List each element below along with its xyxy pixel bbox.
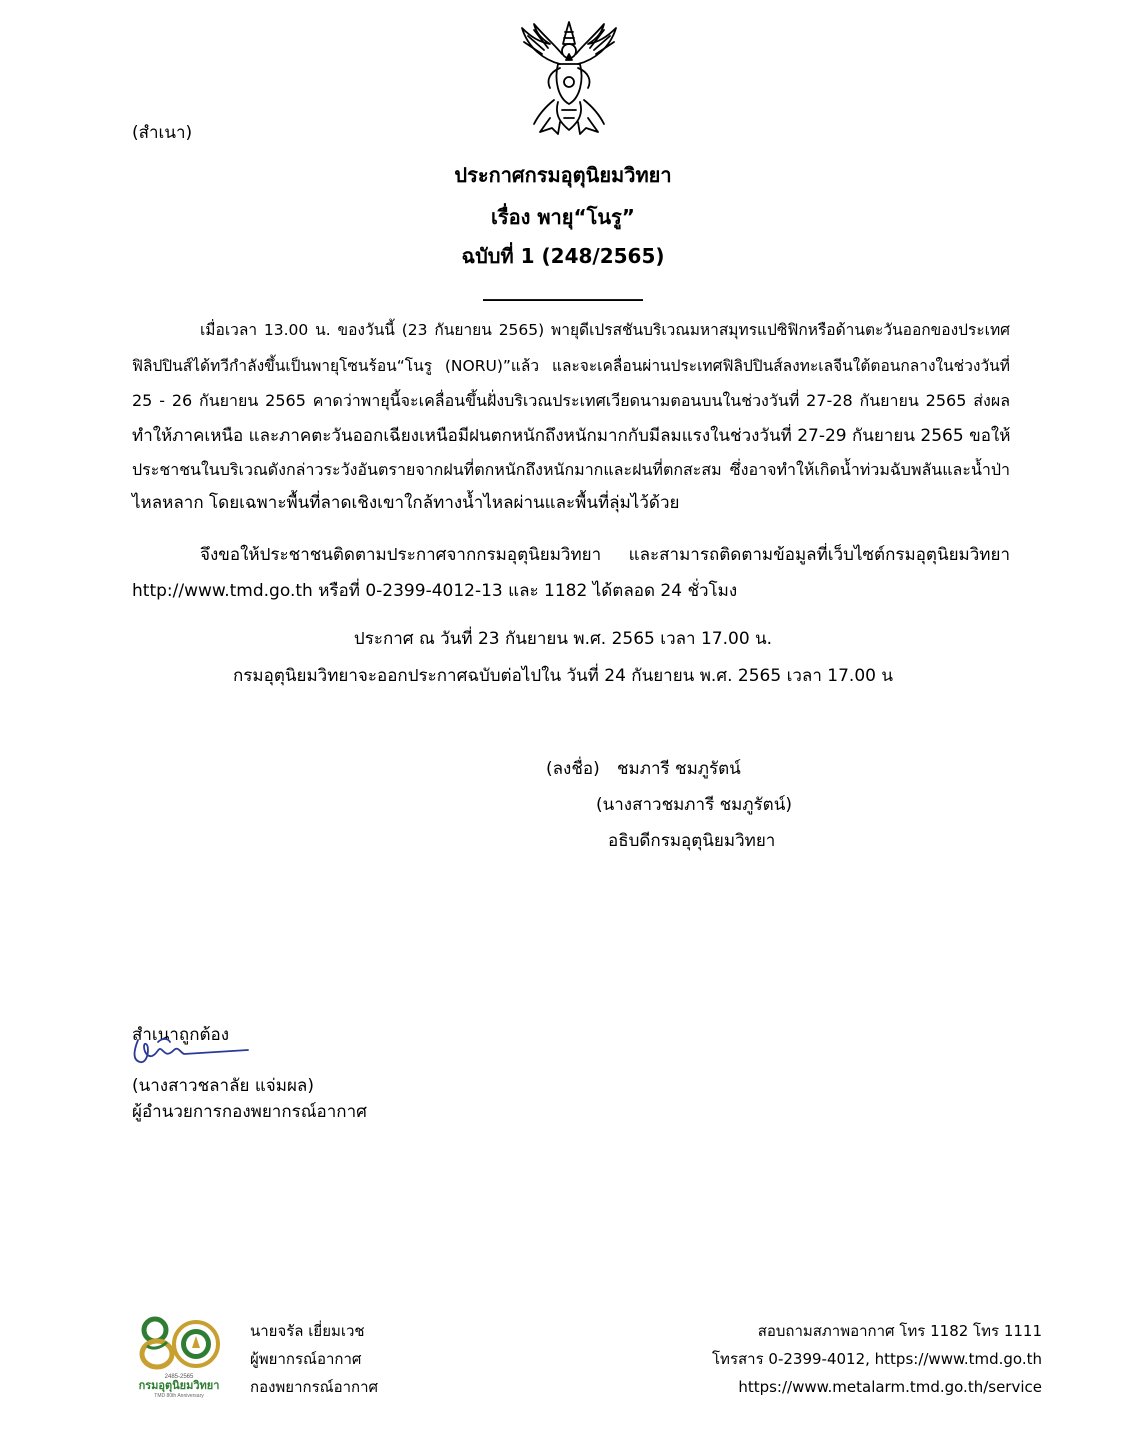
paragraph1-line: ทำให้ภาคเหนือ และภาคตะวันออกเฉียงเหนือมีฝนตกหนักถึงหนักมากกับมีลมแรงในช่วงวันที่ 27-29 กันยายน 2565 ขอให้ <box>132 426 1010 446</box>
signature-label: (ลงชื่อ) <box>546 759 600 779</box>
paragraph1-line: ฟิลิปปินส์ได้ทวีกำลังขึ้นเป็นพายุโซนร้อน“โนรู (NORU)”แล้ว และจะเคลื่อนผ่านประเทศฟิลิปปินส์ลงทะเลจีนใต้ตอนกลางในช่วงวันที่ <box>132 357 1010 375</box>
certifier-position: ผู้อำนวยการกองพยากรณ์อากาศ <box>132 1102 367 1122</box>
garuda-emblem-icon <box>514 20 624 138</box>
contact-phone: สอบถามสภาพอากาศ โทร 1182 โทร 1111 <box>757 1322 1042 1340</box>
signer-position: อธิบดีกรมอุตุนิยมวิทยา <box>608 831 776 851</box>
contact-fax-website: โทรสาร 0-2399-4012, https://www.tmd.go.th <box>712 1350 1042 1368</box>
logo-tagline: TMD 80th Anniversary <box>154 1393 204 1399</box>
contact-service-url: https://www.metalarm.tmd.go.th/service <box>738 1378 1042 1396</box>
signed-name: ชมภารี ชมภูรัตน์ <box>617 759 741 779</box>
subject-line: เรื่อง พายุ“โนรู” <box>491 205 635 229</box>
copy-mark: (สำเนา) <box>132 123 193 143</box>
paragraph2-line: http://www.tmd.go.th หรือที่ 0-2399-4012-13 และ 1182 ได้ตลอด 24 ชั่วโมง <box>132 581 738 601</box>
logo-name: กรมอุตุนิยมวิทยา <box>138 1379 220 1392</box>
issue-number: ฉบับที่ 1 (248/2565) <box>461 244 665 268</box>
paragraph1-line: ประชาชนในบริเวณดังกล่าวระวังอันตรายจากฝนที่ตกหนักถึงหนักมากและฝนที่ตกสะสม ซึ่งอาจทำให้เกิดน้ำท่วมฉับพลันและน้ำป่า <box>132 460 1010 479</box>
paragraph1-line: ไหลหลาก โดยเฉพาะพื้นที่ลาดเชิงเขาใกล้ทางน้ำไหลผ่านและพื้นที่ลุ่มไว้ด้วย <box>132 493 680 513</box>
title-rule: ________________ <box>483 277 643 301</box>
forecaster-name: นายจรัล เยี่ยมเวช <box>250 1322 365 1340</box>
tmd-80th-anniversary-logo <box>133 1312 225 1400</box>
certifier-name: (นางสาวชลาลัย แจ่มผล) <box>132 1076 314 1096</box>
handwritten-signature-icon <box>128 1036 254 1068</box>
logo-years: 2485-2565 <box>164 1374 194 1380</box>
signer-full-name: (นางสาวชมภารี ชมภูรัตน์) <box>596 795 792 815</box>
paragraph1-line: 25 - 26 กันยายน 2565 คาดว่าพายุนี้จะเคลื่อนขึ้นฝั่งบริเวณประเทศเวียดนามตอนบนในช่วงวันที่ 27-28 กันยายน 2565 ส่งผล <box>132 391 1010 410</box>
next-issue-note: กรมอุตุนิยมวิทยาจะออกประกาศฉบับต่อไปใน วันที่ 24 กันยายน พ.ศ. 2565 เวลา 17.00 น <box>232 666 893 686</box>
forecaster-division: กองพยากรณ์อากาศ <box>250 1378 379 1396</box>
page-title: ประกาศกรมอุตุนิยมวิทยา <box>454 163 672 187</box>
paragraph1-line: เมื่อเวลา 13.00 น. ของวันนี้ (23 กันยายน 2565) พายุดีเปรสชันบริเวณมหาสมุทรแปซิฟิกหรือด้านตะวันออกของประเทศ <box>200 321 1010 339</box>
forecaster-role: ผู้พยากรณ์อากาศ <box>250 1350 362 1368</box>
certified-copy-label: สำเนาถูกต้อง <box>132 1025 230 1045</box>
paragraph2-line: จึงขอให้ประชาชนติดตามประกาศจากกรมอุตุนิยมวิทยา และสามารถติดตามข้อมูลที่เว็บไซต์กรมอุตุนิยมวิทยา <box>200 545 1010 565</box>
issued-date: ประกาศ ณ วันที่ 23 กันยายน พ.ศ. 2565 เวลา 17.00 น. <box>353 629 773 649</box>
